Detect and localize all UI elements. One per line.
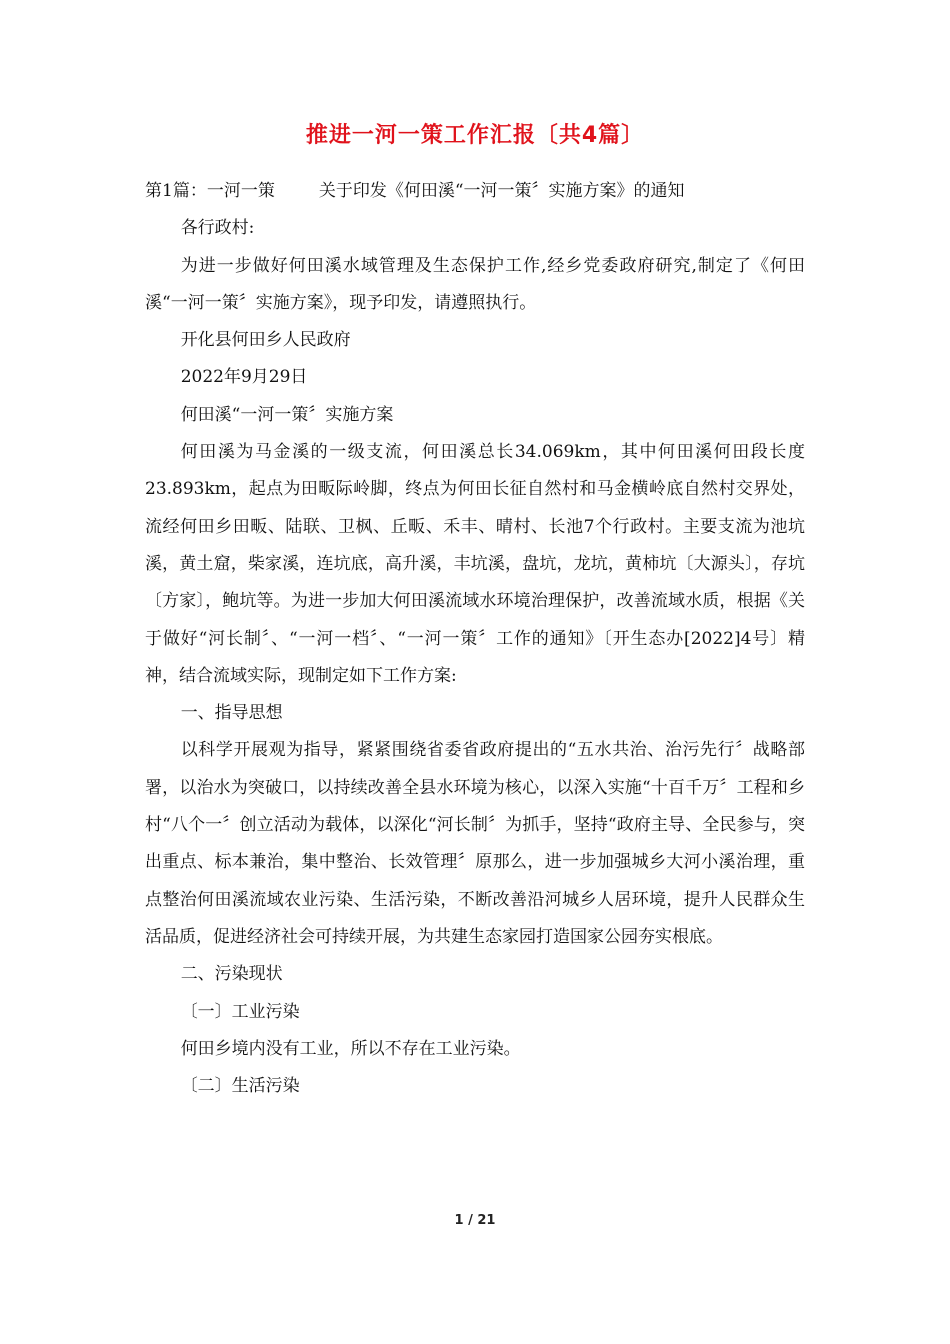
page-separator: /: [468, 1213, 473, 1228]
page-current: 1: [454, 1213, 464, 1228]
paragraph-issuer: 开化县何田乡人民政府: [180, 330, 351, 351]
subsection-heading-industrial: 〔一〕工业污染: [180, 1001, 300, 1022]
document-title: 推进一河一策工作汇报〔共4篇〕: [305, 123, 645, 148]
paragraph-date: 2022年9月29日: [180, 367, 308, 388]
page-total: 21: [477, 1213, 496, 1228]
paragraph-industrial: 何田乡境内没有工业，所以不存在工业污染。: [180, 1038, 521, 1059]
document-body: [145, 173, 805, 1105]
article-subject: 关于印发《何田溪“一河一策〞实施方案》的通知: [318, 181, 685, 201]
article-heading: [145, 173, 805, 210]
article-part-label: 第1篇：一河一策: [145, 181, 275, 201]
section-heading-pollution: 二、污染现状: [180, 964, 283, 985]
paragraph-notice: 为进一步做好何田溪水域管理及生态保护工作,经乡党委政府研究,制定了《何田溪“一河一策〞实施方案》，现予印发，请遵照执行。: [145, 255, 805, 313]
section-heading-guiding: 一、指导思想: [180, 703, 283, 724]
paragraph-guiding: 以科学开展观为指导，紧紧围绕省委省政府提出的“五水共治、治污先行〞战略部署，以治水为突破口，以持续改善全县水环境为核心，以深入实施“十百千万〞工程和乡村“八个一〞创立活动为载体，以深化“河长制〞为抓手，坚持“政府主导、全民参与，突出重点、标本兼治，集中整治、长效管理〞原那么，进一步加强城乡大河小溪治理，重点整治何田溪流域农业污染、生活污染，不断改善沿河城乡人居环境，提升人民群众生活品质，促进经济社会可持续开展，为共建生态家园打造国家公园夯实根底。: [145, 740, 805, 947]
subsection-heading-domestic: 〔二〕生活污染: [180, 1076, 300, 1097]
page-number: [0, 1213, 950, 1228]
paragraph-overview: 何田溪为马金溪的一级支流，何田溪总长34.069km，其中何田溪何田段长度23.893km，起点为田畈际岭脚，终点为何田长征自然村和马金横岭底自然村交界处，流经何田乡田畈、陆联、卫枫、丘畈、禾丰、晴村、长池7个行政村。主要支流为池坑溪，黄土窟，柴家溪，连坑底，高升溪，丰坑溪，盘坑，龙坑，黄柿坑〔大源头〕，存坑〔方家〕，鲍坑等。为进一步加大何田溪流域水环境治理保护，改善流域水质，根据《关于做好“河长制〞、“一河一档〞、“一河一策〞工作的通知》〔开生态办[2022]4号〕精神，结合流域实际，现制定如下工作方案:: [145, 442, 805, 686]
paragraph-addressee: 各行政村:: [180, 218, 255, 239]
paragraph-plan-title: 何田溪“一河一策〞实施方案: [180, 404, 394, 425]
